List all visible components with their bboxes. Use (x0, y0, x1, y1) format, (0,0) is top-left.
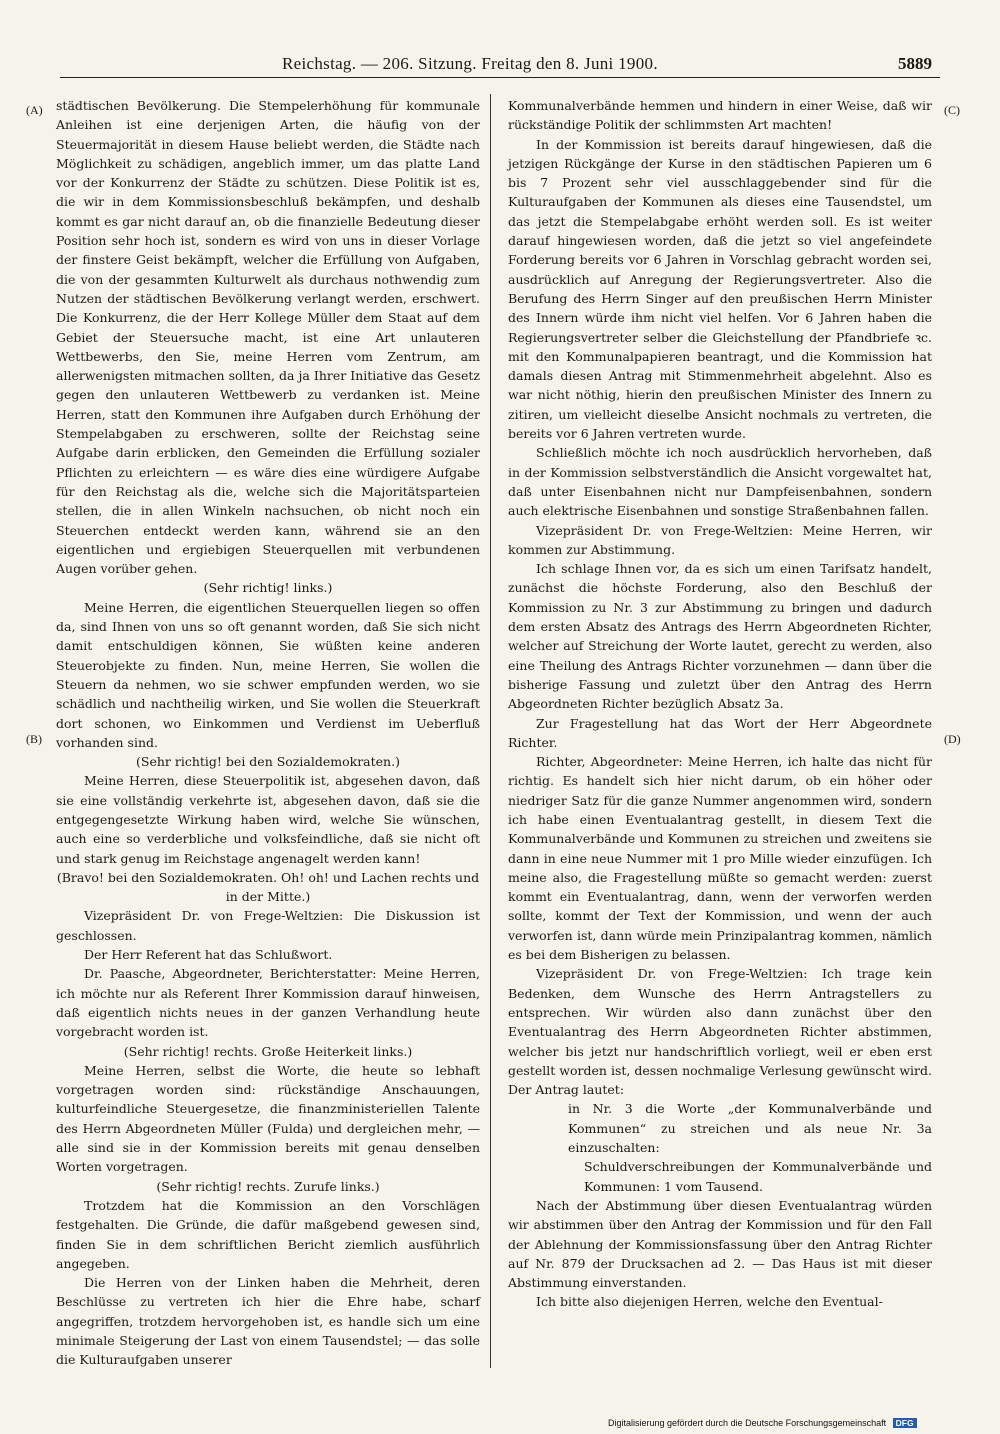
header-rule (60, 77, 940, 78)
paragraph: Die Herren von der Linken haben die Mehrheit, deren Beschlüsse zu vertreten ich hier die Ehre habe, scharf angegriffen, trotzdem hervorgehoben ist, es handle sich um eine minimale Steigerung der Last von einem Tausendstel; — das solle die Kulturaufgaben unserer (56, 1275, 480, 1368)
paragraph: Kommunalverbände hemmen und hindern in einer Weise, daß wir rückständige Politik der schlimmsten Art machten! (508, 98, 932, 133)
speaker-paragraph: Vizepräsident Dr. von Frege-Weltzien: Die Diskussion ist geschlossen. (56, 908, 480, 943)
page-number: 5889 (898, 54, 932, 73)
margin-marker-a: (A) (26, 103, 43, 117)
interjection: (Bravo! bei den Sozialdemokraten. Oh! oh! und Lachen rechts und in der Mitte.) (56, 869, 480, 905)
paragraph: Schließlich möchte ich noch ausdrücklich hervorheben, daß in der Kommission selbstverständlich die Ansicht vorgewaltet hat, daß unter Eisenbahnen nicht nur Dampfeisenbahnen, sondern auch elektrische Eisenbahnen und sonstige Straßenbahnen fallen. (508, 445, 932, 519)
margin-marker-b: (B) (26, 732, 42, 746)
footer-text: Digitalisierung gefördert durch die Deutsche Forschungsgemeinschaft (608, 1418, 887, 1428)
column-divider (490, 94, 491, 1368)
interjection: (Sehr richtig! rechts. Zurufe links.) (156, 1178, 380, 1194)
page-header (0, 50, 1000, 78)
speaker-paragraph: Richter, Abgeordneter: Meine Herren, ich halte das nicht für richtig. Es handelt sich hier nicht darum, ob ein höher oder niedriger Satz für die ganze Nummer angenommen wird, sondern ich habe einen Eventualantrag gestellt, in diesem Text die Kommunalverbände und Kommunen zu streichen und zweitens sie dann in eine neue Nummer mit 1 pro Mille wieder einzufügen. Ich meine also, die Fragestellung müßte so gemacht werden: zuerst kommt ein Eventualantrag, dann, wenn der verworfen werden sollte, kommt der Text der Kommission, und wenn der auch verworfen ist, dann würde mein Prinzipalantrag kommen, nämlich es bei dem Bisherigen zu belassen. (508, 754, 932, 963)
motion-quote: in Nr. 3 die Worte „der Kommunalverbände und Kommunen“ zu streichen und als neue Nr. 3a einzuschalten: (568, 1101, 932, 1156)
paragraph: Nach der Abstimmung über diesen Eventualantrag würden wir abstimmen über den Antrag der Kommission und für den Fall der Ablehnung der Kommissionsfassung über den Antrag Richter auf Nr. 879 der Drucksachen ad 2. — Das Haus ist mit dieser Abstimmung einverstanden. (508, 1197, 932, 1291)
page-header-title: Reichstag. — 206. Sitzung. Freitag den 8. Juni 1900. (282, 54, 658, 73)
dfg-logo: DFG (893, 1418, 917, 1428)
paragraph: städtischen Bevölkerung. Die Stempelerhöhung für kommunale Anleihen ist eine derjenigen Arten, die häufig von der Steuermajorität in diesem Hause beliebt werden, die Städte nach Möglichkeit zu schädigen, angeblich immer, um das platte Land vor der Konkurrenz der Städte zu schützen. Diese Politik ist es, die wir in dem Kommissionsbeschluß bekämpfen, und deshalb kommt es gar nicht darauf an, ob die finanzielle Bedeutung dieser Position sehr hoch ist, sondern es wird von uns in dieser Vorlage der finstere Geist bekämpft, welcher die Erfüllung von Aufgaben, die von der gesammten Kulturwelt als durchaus nothwendig zum Nutzen der städtischen Bevölkerung verlangt werden, erschwert. Die Konkurrenz, die der Herr Kollege Müller dem Staat auf dem Gebiet der Steuersuche macht, ist eine Art unlauteren Wettbewerbs, den Sie, meine Herren vom Zentrum, am allerwenigsten mitmachen sollten, da ja Ihrer Initiative das Gesetz gegen den unlauteren Wettbewerb zu verdanken ist. Meine Herren, statt den Kommunen ihre Aufgaben durch Erhöhung der Stempelabgaben zu erschweren, sollte der Reichstag seine Aufgabe darin erblicken, den Gemeinden die Erfüllung sozialer Pflichten zu erleichtern — es wäre dies eine würdigere Aufgabe für den Reichstag als die, welche sich die Majoritätsparteien stellen, die in allen Winkeln nachsuchen, ob nicht noch ein Steuerchen entdeckt werden kann, während sie an den eigentlichen und ergiebigen Steuerquellen mit verbundenen Augen vorüber gehen. (56, 98, 480, 577)
paragraph: In der Kommission ist bereits darauf hingewiesen, daß die jetzigen Rückgänge der Kurse in den städtischen Papieren um 6 bis 7 Prozent sehr viel ausschlaggebender sind für die Kulturaufgaben der Kommunen als dieses eine Tausendstel, um das jetzt die Stempelabgabe erhöht werden soll. Es ist weiter darauf hingewiesen worden, daß die jetzt so viel angefeindete Forderung bereits vor 6 Jahren in Vorschlag gebracht worden sei, ausdrücklich auf Anregung der Regierungsvertreter. Also die Berufung des Herrn Singer auf den preußischen Herrn Minister des Innern würde ihm nicht viel helfen. Vor 6 Jahren haben die Regierungsvertreter selber die Gleichstellung der Pfandbriefe ꝛc. mit den Kommunalpapieren beantragt, und die Kommission hat damals diesen Antrag mit Stimmenmehrheit abgelehnt. Also es war nicht nöthig, hierin den preußischen Minister des Innern zu zitiren, um vielleicht dieselbe Ansicht nochmals zu vertreten, die bereits vor 6 Jahren vertreten wurde. (508, 136, 932, 442)
paragraph: Meine Herren, diese Steuerpolitik ist, abgesehen davon, daß sie eine vollständig verkehrte ist, abgesehen davon, daß sie die entgegengesetzte Wirkung haben wird, welche Sie wünschen, auch eine so verderbliche und volksfeindliche, daß sie nicht oft und stark genug im Reichstage angenagelt werden kann! (56, 773, 480, 866)
paragraph: Ich schlage Ihnen vor, da es sich um einen Tarifsatz handelt, zunächst die höchste Forderung, also den Beschluß der Kommission zu Nr. 3 zur Abstimmung zu bringen und dadurch dem ersten Absatz des Antrags des Herrn Abgeordneten Richter, welcher auf Streichung der Worte lautet, gerecht zu werden, also eine Theilung des Antrags Richter vorzunehmen — dann über die bisherige Fassung und zuletzt über den Antrag des Herrn Abgeordneten Richter bezüglich Absatz 3a. (508, 561, 932, 712)
speaker-paragraph: Vizepräsident Dr. von Frege-Weltzien: Meine Herren, wir kommen zur Abstimmung. (508, 522, 932, 557)
paragraph: Ich bitte also diejenigen Herren, welche den Eventual- (536, 1294, 883, 1310)
paragraph: Meine Herren, selbst die Worte, die heute so lebhaft vorgetragen worden sind: rückständige Anschauungen, kulturfeindliche Steuergesetze, die finanzministeriellen Talente des Herrn Abgeordneten Müller (Fulda) und dergleichen mehr, — alle sind sie in der Kommission bereits mit genau denselben Worten vorgetragen. (56, 1062, 480, 1175)
interjection: (Sehr richtig! links.) (203, 580, 333, 596)
margin-marker-d: (D) (944, 732, 961, 746)
right-column (508, 96, 932, 1312)
paragraph: Meine Herren, die eigentlichen Steuerquellen liegen so offen da, sind Ihnen von uns so oft genannt worden, daß Sie sich nicht damit entschuldigen können, Sie wüßten keine anderen Steuerobjekte zu finden. Nun, meine Herren, Sie wollen die Steuern da nehmen, wo sie schwer empfunden werden, wo sie schädlich und nachtheilig wirken, und Sie wollen die Steuerkraft dort schonen, wo Einkommen und Verdienst im Ueberfluß vorhanden sind. (56, 599, 480, 750)
interjection: (Sehr richtig! bei den Sozialdemokraten.) (136, 754, 400, 770)
motion-quote-item: Schuldverschreibungen der Kommunalverbände und Kommunen: 1 vom Tausend. (584, 1159, 932, 1194)
left-column (56, 96, 480, 1370)
speaker-paragraph: Vizepräsident Dr. von Frege-Weltzien: Ich trage kein Bedenken, dem Wunsche des Herrn Antragstellers zu entsprechen. Wir würden also dann zunächst über den Eventualantrag des Herrn Abgeordneten Richter abstimmen, welcher bis jetzt nur handschriftlich vorliegt, weil er eben erst gestellt worden ist, dessen nochmalige Verlesung gewünscht wird. Der Antrag lautet: (508, 966, 932, 1098)
speaker-paragraph: Dr. Paasche, Abgeordneter, Berichterstatter: Meine Herren, ich möchte nur als Referent Ihrer Kommission darauf hinweisen, daß eigentlich nichts neues in der ganzen Verhandlung heute vorgebracht worden ist. (56, 966, 480, 1040)
paragraph: Zur Fragestellung hat das Wort der Herr Abgeordnete Richter. (508, 715, 932, 750)
paragraph: Trotzdem hat die Kommission an den Vorschlägen festgehalten. Die Gründe, die dafür maßgebend gewesen sind, finden Sie in dem schriftlichen Bericht ziemlich ausführlich angegeben. (56, 1197, 480, 1271)
paragraph: Der Herr Referent hat das Schlußwort. (84, 947, 333, 963)
margin-marker-c: (C) (944, 103, 960, 117)
digitization-footer (608, 1418, 917, 1428)
interjection: (Sehr richtig! rechts. Große Heiterkeit links.) (123, 1043, 413, 1059)
